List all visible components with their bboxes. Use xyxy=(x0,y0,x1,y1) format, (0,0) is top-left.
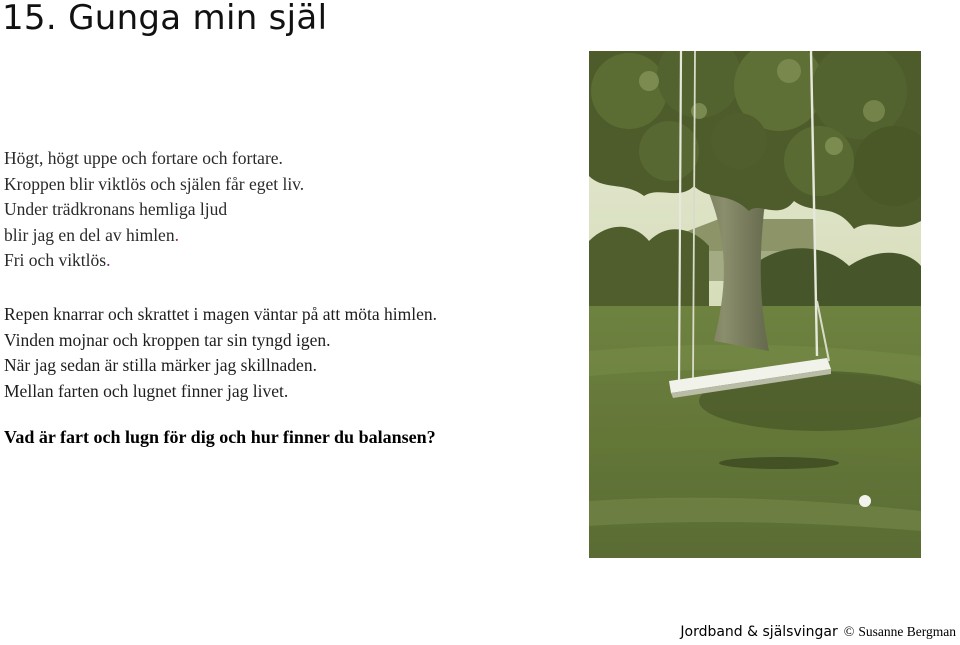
poem-line: Vinden mojnar och kroppen tar sin tyngd igen. xyxy=(4,329,331,350)
copyright-symbol: © xyxy=(843,625,855,640)
poem-line-with-accent xyxy=(4,223,304,249)
page-title: 15. Gunga min själ xyxy=(2,0,328,38)
poem-stanza-1 xyxy=(4,146,304,274)
poem-line: Repen knarrar och skrattet i magen väntar på att möta himlen. xyxy=(4,304,437,324)
poem-stanza-2 xyxy=(4,302,437,404)
footer-author: Susanne Bergman xyxy=(858,624,956,639)
footer-brand: Jordband & själsvingar xyxy=(680,624,838,640)
poem-line: Högt, högt uppe och fortare och fortare. xyxy=(4,148,283,168)
poem-line: Kroppen blir viktlös och själen får eget liv. xyxy=(4,173,305,194)
poem-line-text: Fri och viktlös xyxy=(4,250,107,270)
poem-line-with-accent xyxy=(4,248,304,274)
swing-illustration xyxy=(589,51,921,558)
poem-line: Mellan farten och lugnet finner jag livet. xyxy=(4,380,289,401)
poem-line: När jag sedan är stilla märker jag skillnaden. xyxy=(4,355,317,375)
reflection-question: Vad är fart och lugn för dig och hur finner du balansen? xyxy=(4,427,436,447)
footer-credit xyxy=(680,624,956,641)
swing-photo xyxy=(589,51,921,558)
accent-period: . xyxy=(106,250,111,270)
poem-line: Under trädkronans hemliga ljud xyxy=(4,199,228,219)
poem-line-text: blir jag en del av himlen xyxy=(4,224,175,245)
accent-period: . xyxy=(174,224,179,245)
